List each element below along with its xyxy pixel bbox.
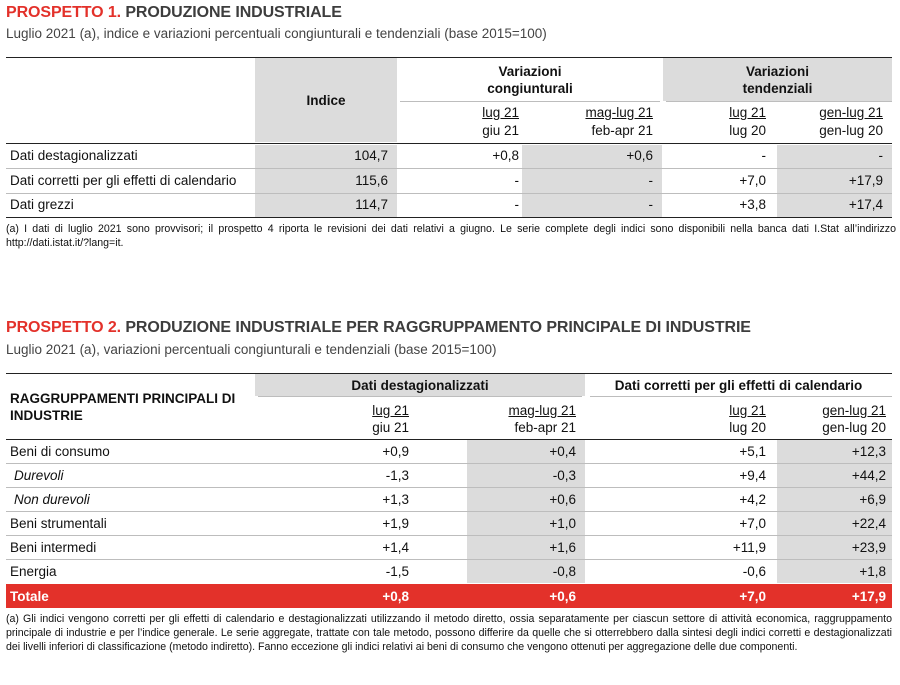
p2-cell-corr-m: +4,2 bbox=[739, 492, 766, 507]
p2-cell-corr-ytd: +12,3 bbox=[851, 444, 886, 459]
p2-cell-corr-m: +7,0 bbox=[739, 516, 766, 531]
p1-cell-indice: 104,7 bbox=[354, 148, 388, 163]
p1-row-sep-2 bbox=[6, 193, 892, 194]
p2-row-label: Beni intermedi bbox=[10, 540, 97, 555]
p1-cell-tend-ytd: - bbox=[878, 148, 883, 163]
p2-cell-dest-m: -1,3 bbox=[385, 468, 409, 483]
p2-col-label-line1: RAGGRUPPAMENTI PRINCIPALI DI bbox=[10, 391, 236, 406]
p2-footnote-line3: dei livelli inferiori di classificazione (metodo indiretto). Fanno eccezione gli indici relativi ai beni di consumo che vengono ottenuti per aggregazione delle due componenti. bbox=[6, 641, 798, 653]
p2-cell-dest-3m: +0,6 bbox=[549, 492, 576, 507]
p2-cell-corr-ytd: +1,8 bbox=[859, 564, 886, 579]
p2-sub-3-top: gen-lug 21 bbox=[822, 403, 886, 418]
p1-title-number: PROSPETTO 1. bbox=[6, 4, 121, 21]
p2-footnote-line1: (a) Gli indici vengono corretti per gli effetti di calendario e destagionalizzati utilizzando il metodo diretto, ossia separatamente per ciascun settore di attività economica, raggruppamento bbox=[6, 613, 892, 625]
p2-cell-dest-m: -1,5 bbox=[385, 564, 409, 579]
p1-cell-cong-m: +0,8 bbox=[492, 148, 519, 163]
p2-row-label: Durevoli bbox=[14, 468, 64, 483]
p1-group-tend-line2: tendenziali bbox=[742, 81, 813, 96]
p1-cell-cong-m: - bbox=[514, 173, 519, 188]
p2-subtitle: Luglio 2021 (a), variazioni percentuali congiunturali e tendenziali (base 2015=100) bbox=[6, 342, 497, 357]
p1-cell-indice: 115,6 bbox=[355, 173, 388, 188]
p2-row-label: Non durevoli bbox=[14, 492, 90, 507]
p2-total-dest-3m: +0,6 bbox=[549, 589, 576, 604]
p1-group-tend-line1: Variazioni bbox=[745, 64, 810, 79]
p1-cell-tend-m: +3,8 bbox=[739, 197, 766, 212]
p2-sub-2-bottom: lug 20 bbox=[729, 420, 766, 435]
p2-cell-corr-ytd: +44,2 bbox=[851, 468, 886, 483]
p2-cell-dest-3m: +0,4 bbox=[549, 444, 576, 459]
p2-cell-corr-ytd: +23,9 bbox=[851, 540, 886, 555]
p1-tend-underline bbox=[666, 101, 892, 102]
p2-row-sep-5 bbox=[6, 559, 892, 560]
p1-sub-3-bottom: gen-lug 20 bbox=[819, 123, 883, 138]
p2-sub-3-bottom: gen-lug 20 bbox=[822, 420, 886, 435]
p2-cell-dest-3m: -0,8 bbox=[552, 564, 576, 579]
p2-cell-corr-ytd: +22,4 bbox=[851, 516, 886, 531]
p2-cell-corr-m: +9,4 bbox=[739, 468, 766, 483]
p2-cell-corr-m: -0,6 bbox=[742, 564, 766, 579]
p1-cell-cong-3m: - bbox=[648, 173, 653, 188]
p1-row-label: Dati destagionalizzati bbox=[10, 148, 138, 163]
p1-col-indice: Indice bbox=[306, 93, 346, 108]
p1-cong-underline bbox=[400, 101, 660, 102]
p1-title-text: PRODUZIONE INDUSTRIALE bbox=[120, 4, 342, 21]
p1-cell-cong-3m: - bbox=[648, 197, 653, 212]
p1-cell-tend-m: +7,0 bbox=[739, 173, 766, 188]
p1-group-cong-line2: congiunturali bbox=[487, 81, 573, 96]
p1-sub-1-bottom: feb-apr 21 bbox=[591, 123, 653, 138]
p2-cell-dest-3m: -0,3 bbox=[552, 468, 576, 483]
p2-row-sep-1 bbox=[6, 463, 892, 464]
p2-dest-underline bbox=[258, 396, 582, 397]
p2-row-label: Energia bbox=[10, 564, 57, 579]
p2-cell-dest-m: +0,9 bbox=[382, 444, 409, 459]
p2-cell-dest-3m: +1,6 bbox=[549, 540, 576, 555]
p1-row-label: Dati corretti per gli effetti di calendario bbox=[10, 173, 237, 188]
p2-row-sep-4 bbox=[6, 535, 892, 536]
p2-cell-dest-m: +1,9 bbox=[382, 516, 409, 531]
p2-cell-corr-m: +11,9 bbox=[732, 540, 766, 555]
p2-total-dest-m: +0,8 bbox=[382, 589, 409, 604]
p2-group-dest: Dati destagionalizzati bbox=[351, 378, 489, 393]
p2-row-label: Beni di consumo bbox=[10, 444, 110, 459]
p1-footnote-line2: http://dati.istat.it/?lang=it. bbox=[6, 237, 124, 249]
p1-cell-cong-3m: +0,6 bbox=[626, 148, 653, 163]
p1-cell-tend-ytd: +17,9 bbox=[848, 173, 883, 188]
p2-total-label: Totale bbox=[10, 589, 49, 604]
p1-group-cong-line1: Variazioni bbox=[498, 64, 562, 79]
p2-sub-1-top: mag-lug 21 bbox=[508, 403, 576, 418]
p1-cell-cong-m: - bbox=[514, 197, 519, 212]
p2-sub-1-bottom: feb-apr 21 bbox=[514, 420, 576, 435]
p2-top-rule bbox=[6, 373, 892, 374]
p2-row-label: Beni strumentali bbox=[10, 516, 107, 531]
p2-col-label-line2: INDUSTRIE bbox=[10, 408, 83, 423]
p1-sub-0-bottom: giu 21 bbox=[482, 123, 519, 138]
p2-sub-0-bottom: giu 21 bbox=[372, 420, 409, 435]
p2-total-corr-ytd: +17,9 bbox=[851, 589, 886, 604]
p1-cell-tend-m: - bbox=[761, 148, 766, 163]
p1-subtitle: Luglio 2021 (a), indice e variazioni percentuali congiunturali e tendenziali (base 2015=100) bbox=[6, 26, 547, 41]
p2-cell-dest-m: +1,4 bbox=[382, 540, 409, 555]
p1-top-rule bbox=[6, 57, 892, 58]
p1-cell-tend-ytd: +17,4 bbox=[848, 197, 883, 212]
p2-title-text: PRODUZIONE INDUSTRIALE PER RAGGRUPPAMENTO PRINCIPALE DI INDUSTRIE bbox=[120, 319, 751, 336]
p2-footnote-line2: principale di industrie e per l’indice generale. Le serie aggregate, trattate con tale metodo, possono differire da quelle che si otterrebbero dalla sintesi degli indici corretti e destagionalizzati bbox=[6, 627, 892, 639]
p2-title bbox=[6, 319, 751, 337]
p2-row-sep-2 bbox=[6, 487, 892, 488]
p2-row-sep-3 bbox=[6, 511, 892, 512]
p2-cell-dest-m: +1,3 bbox=[382, 492, 409, 507]
p1-row-sep-1 bbox=[6, 168, 892, 169]
p2-total-corr-m: +7,0 bbox=[739, 589, 766, 604]
p1-sub-0-top: lug 21 bbox=[482, 105, 519, 120]
p1-cell-indice: 114,7 bbox=[355, 197, 388, 212]
p2-cell-corr-m: +5,1 bbox=[739, 444, 766, 459]
p2-group-corr: Dati corretti per gli effetti di calendario bbox=[614, 378, 863, 393]
p2-sub-0-top: lug 21 bbox=[372, 403, 409, 418]
p2-cell-dest-3m: +1,0 bbox=[549, 516, 576, 531]
p1-sub-2-top: lug 21 bbox=[729, 105, 766, 120]
p1-sub-2-bottom: lug 20 bbox=[729, 123, 766, 138]
p2-title-number: PROSPETTO 2. bbox=[6, 319, 121, 336]
p2-cell-corr-ytd: +6,9 bbox=[859, 492, 886, 507]
p1-sub-3-top: gen-lug 21 bbox=[819, 105, 883, 120]
p1-bottom-rule bbox=[6, 217, 892, 218]
p2-corr-underline bbox=[590, 396, 892, 397]
p1-header-rule bbox=[6, 143, 892, 144]
p2-sub-2-top: lug 21 bbox=[729, 403, 766, 418]
p1-title bbox=[6, 4, 342, 22]
p1-sub-1-top: mag-lug 21 bbox=[585, 105, 653, 120]
p1-row-label: Dati grezzi bbox=[10, 197, 74, 212]
p1-footnote-line1: (a) I dati di luglio 2021 sono provvisori; il prospetto 4 riporta le revisioni dei dati relativi a giugno. Le serie complete degli indici sono disponibili nella banca dati I.Stat all’indirizzo bbox=[6, 223, 896, 235]
p2-header-rule bbox=[6, 439, 892, 440]
